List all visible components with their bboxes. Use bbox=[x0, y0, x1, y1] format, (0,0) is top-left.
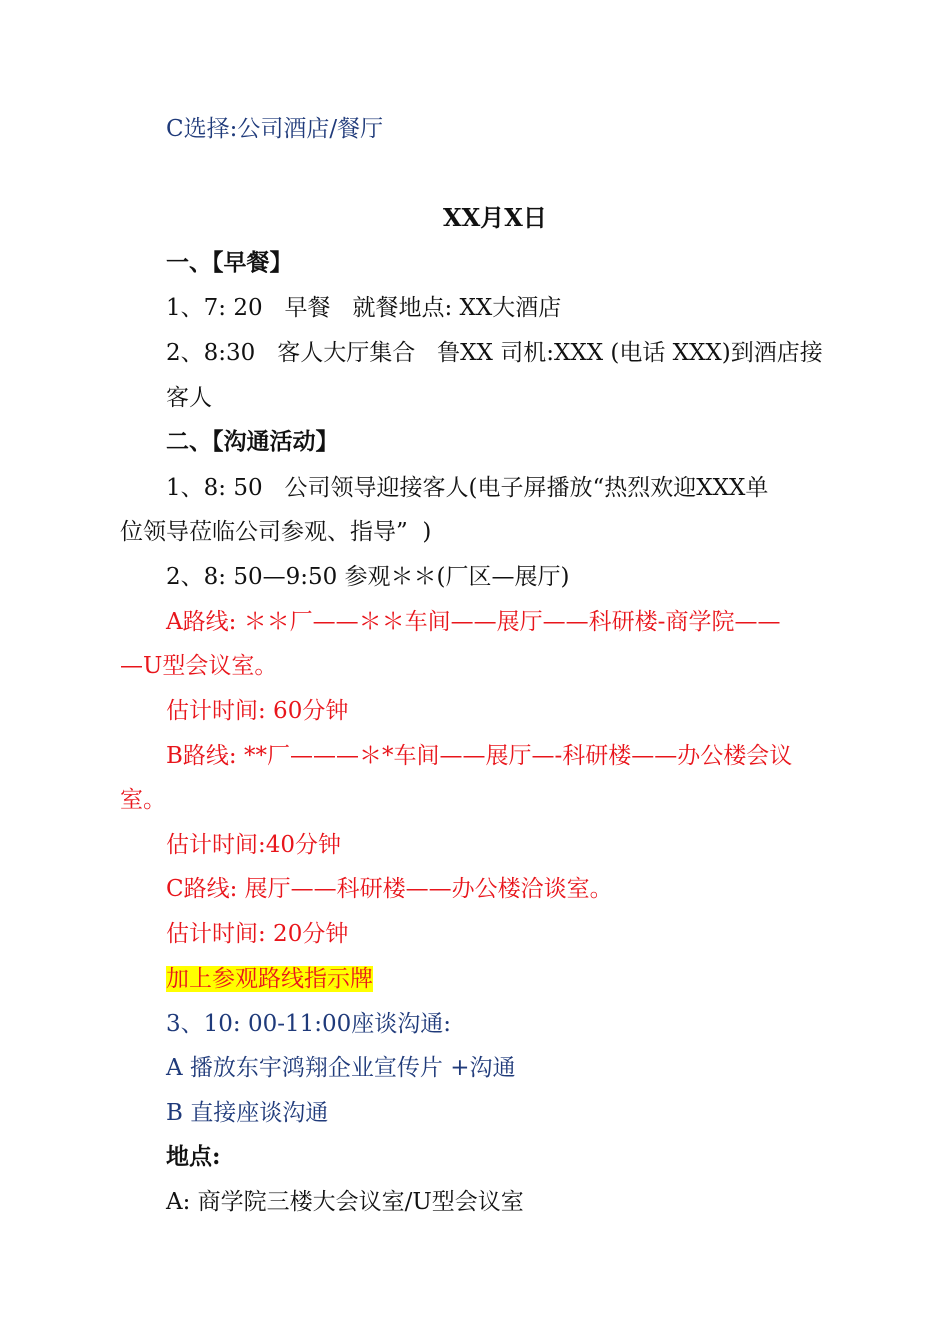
meeting-option-a: A 播放东宇鸿翔企业宣传片 +沟通 bbox=[166, 1055, 516, 1081]
location-label: 地点: bbox=[166, 1143, 221, 1170]
meeting-item: 3、10: 00-11:00座谈沟通: bbox=[166, 1011, 452, 1037]
welcome-item-line2: 位领导莅临公司参观、指导” ) bbox=[120, 519, 432, 545]
location-option-a: A: 商学院三楼大会议室/U型会议室 bbox=[166, 1189, 524, 1215]
route-b-time: 估计时间:40分钟 bbox=[166, 832, 342, 858]
welcome-item-line1: 1、8: 50 公司领导迎接客人(电子屏播放“热烈欢迎XXX单 bbox=[166, 475, 769, 501]
section-1-heading: 一、【早餐】 bbox=[166, 249, 293, 276]
option-c-text: C选择:公司酒店/餐厅 bbox=[166, 116, 384, 142]
gathering-item-line1: 2、8:30 客人大厅集合 鲁XX 司机:XXX (电话 XXX)到酒店接 bbox=[166, 340, 823, 366]
route-c-time: 估计时间: 20分钟 bbox=[166, 921, 349, 947]
section-2-heading: 二、【沟通活动】 bbox=[166, 428, 339, 455]
route-a-line1: A路线: ＊＊厂——＊＊车间——展厅——科研楼-商学院—— bbox=[166, 609, 781, 635]
option-c-line bbox=[166, 114, 383, 144]
date-title: XX月X日 bbox=[443, 203, 547, 232]
tour-item: 2、8: 50—9:50 参观＊＊(厂区—展厅) bbox=[166, 564, 570, 590]
gathering-item-line2: 客人 bbox=[166, 385, 212, 411]
route-b-line1: B路线: **厂———＊*车间——展厅—-科研楼——办公楼会议 bbox=[166, 743, 793, 769]
breakfast-item: 1、7: 20 早餐 就餐地点: XX大酒店 bbox=[166, 295, 562, 321]
route-a-time: 估计时间: 60分钟 bbox=[166, 698, 349, 724]
highlighted-note: 加上参观路线指示牌 bbox=[166, 966, 373, 992]
meeting-option-b: B 直接座谈沟通 bbox=[166, 1100, 329, 1126]
route-c-line1: C路线: 展厅——科研楼——办公楼洽谈室。 bbox=[166, 876, 613, 902]
signage-note bbox=[166, 964, 373, 994]
route-a-line2: —U型会议室。 bbox=[120, 653, 278, 679]
route-b-line2: 室。 bbox=[120, 787, 166, 813]
